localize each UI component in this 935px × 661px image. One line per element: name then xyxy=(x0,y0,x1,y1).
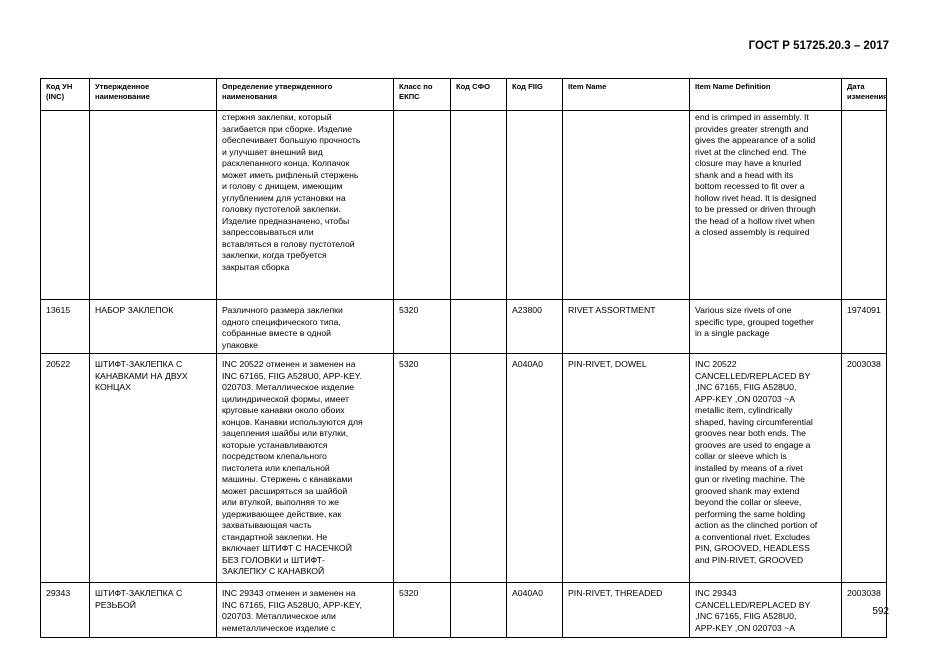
cell-definition-en: INC 29343 CANCELLED/REPLACED BY ,INC 67165, FIIG A528U0, APP-KEY ,ON 020703 ~A xyxy=(690,583,842,638)
cell-inc xyxy=(41,111,90,300)
cell-sfo xyxy=(451,583,507,638)
cell-class: 5320 xyxy=(394,583,451,638)
column-header-inc: Код УН (INC) xyxy=(41,79,90,111)
table-row xyxy=(41,300,887,354)
cell-fiig: A040A0 xyxy=(507,583,563,638)
cell-inc: 29343 xyxy=(41,583,90,638)
cell-inc: 20522 xyxy=(41,354,90,583)
column-header-definition-ru: Определение утвержденного наименования xyxy=(217,79,394,111)
cell-definition-ru: стержня заклепки, который загибается при сборке. Изделие обеспечивает большую прочность и улучшает внешний вид расклепанного конца. Колпачок может иметь рифленый стержень и голову с днищем, имеющим углублением для установки на головку пустотелой заклепки. Изделие предназначено, чтобы запрессовываться или вставляться в голову пустотелой заклепки, когда требуется закрытая сборка xyxy=(217,111,394,300)
cell-sfo xyxy=(451,300,507,354)
cell-approved-name xyxy=(90,111,217,300)
table-row xyxy=(41,111,887,300)
cell-approved-name: ШТИФТ-ЗАКЛЕПКА С КАНАВКАМИ НА ДВУХ КОНЦАХ xyxy=(90,354,217,583)
cell-sfo xyxy=(451,354,507,583)
column-header-fiig: Код FIIG xyxy=(507,79,563,111)
cell-date: 2003038 xyxy=(842,354,887,583)
table-row xyxy=(41,354,887,583)
cell-date: 1974091 xyxy=(842,300,887,354)
catalog-table xyxy=(40,78,887,638)
cell-definition-ru: Различного размера заклепки одного специфического типа, собранные вместе в одной упаковке xyxy=(217,300,394,354)
table-header-row xyxy=(41,79,887,111)
cell-class: 5320 xyxy=(394,300,451,354)
cell-item-name: RIVET ASSORTMENT xyxy=(563,300,690,354)
cell-fiig: A23800 xyxy=(507,300,563,354)
cell-approved-name: ШТИФТ-ЗАКЛЕПКА С РЕЗЬБОЙ xyxy=(90,583,217,638)
page-number: 592 xyxy=(872,606,889,617)
table-row xyxy=(41,583,887,638)
cell-approved-name: НАБОР ЗАКЛЕПОК xyxy=(90,300,217,354)
column-header-class: Класс по ЕКПС xyxy=(394,79,451,111)
cell-inc: 13615 xyxy=(41,300,90,354)
column-header-sfo: Код СФО xyxy=(451,79,507,111)
cell-definition-en: Various size rivets of one specific type, grouped together in a single package xyxy=(690,300,842,354)
cell-date xyxy=(842,111,887,300)
column-header-approved-name: Утвержденное наименование xyxy=(90,79,217,111)
cell-fiig xyxy=(507,111,563,300)
cell-sfo xyxy=(451,111,507,300)
cell-definition-en: end is crimped in assembly. It provides greater strength and gives the appearance of a solid rivet at the clinched end. The closure may have a knurled shank and a head with its bottom recessed to fit over a hollow rivet head. It is designed to be pressed or driven through the head of a hollow rivet when a closed assembly is required xyxy=(690,111,842,300)
cell-definition-en: INC 20522 CANCELLED/REPLACED BY ,INC 67165, FIIG A528U0, APP-KEY ,ON 020703 ~A metallic item, cylindrically shaped, having circumferential grooves near both ends. The grooves are used to engage a collar or sleeve which is installed by means of a rivet gun or riveting machine. The grooved shank may extend beyond the collar or sleeve, performing the same holding action as the clinched portion of a conventional rivet. Excludes PIN, GROOVED, HEADLESS and PIN-RIVET, GROOVED xyxy=(690,354,842,583)
cell-item-name: PIN-RIVET, DOWEL xyxy=(563,354,690,583)
cell-definition-ru: INC 29343 отменен и заменен на INC 67165, FIIG A528U0, APP-KEY, 020703. Металлическое или неметаллическое изделие с xyxy=(217,583,394,638)
cell-date: 2003038 xyxy=(842,583,887,638)
cell-class xyxy=(394,111,451,300)
cell-definition-ru: INC 20522 отменен и заменен на INC 67165, FIIG A528U0, APP-KEY. 020703. Металлическое изделие цилиндрической формы, имеет круговые канавки около обоих концов. Канавки используются для зацепления шайбы или втулки, которые устанавливаются посредством клепального пистолета или клепальной машины. Стержень с канавками может расширяться за шайбой или втулкой, выполняя то же удерживающее действие, как захватывающая часть стандартной заклепки. Не включает ШТИФТ С НАСЕЧКОЙ БЕЗ ГОЛОВКИ и ШТИФТ- ЗАКЛЕПКУ С КАНАВКОЙ xyxy=(217,354,394,583)
cell-fiig: A040A0 xyxy=(507,354,563,583)
column-header-item-name: Item Name xyxy=(563,79,690,111)
column-header-definition-en: Item Name Definition xyxy=(690,79,842,111)
column-header-date: Дата изменения xyxy=(842,79,887,111)
cell-class: 5320 xyxy=(394,354,451,583)
document-standard-header: ГОСТ Р 51725.20.3 – 2017 xyxy=(748,40,889,52)
cell-item-name: PIN-RIVET, THREADED xyxy=(563,583,690,638)
cell-item-name xyxy=(563,111,690,300)
